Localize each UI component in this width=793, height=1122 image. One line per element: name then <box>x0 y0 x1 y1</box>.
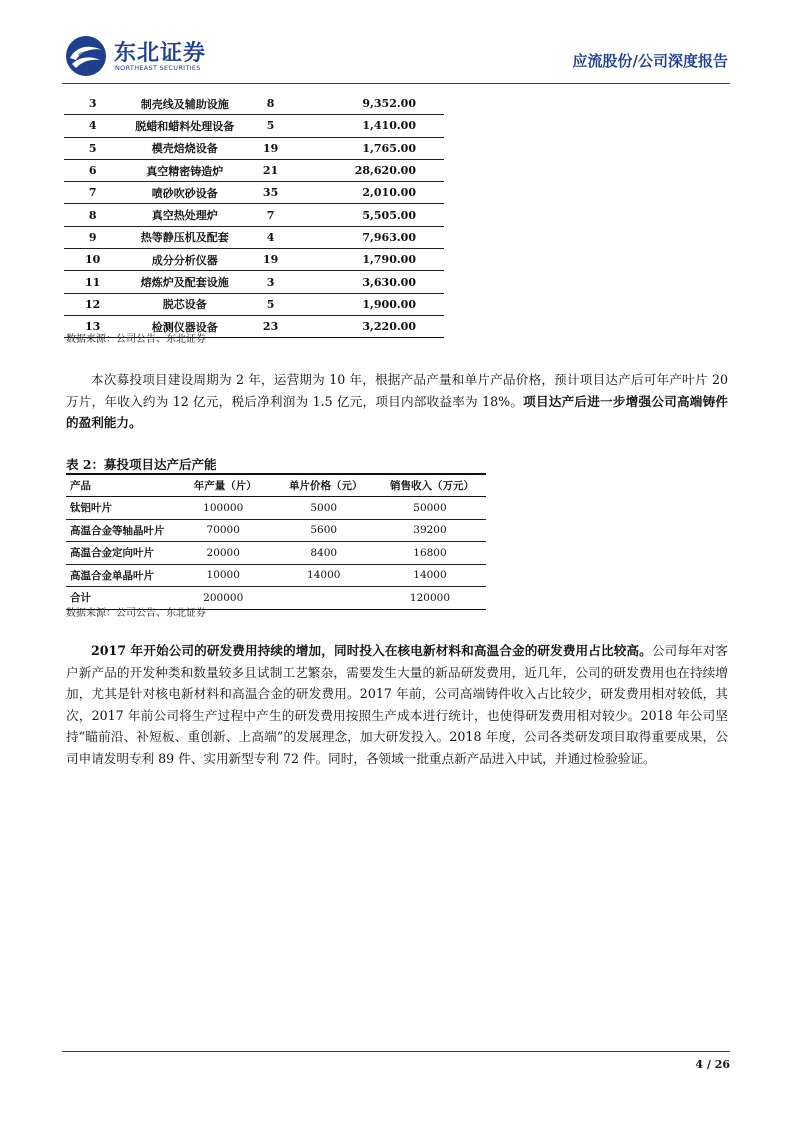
paragraph-highlight: 项目达产后进一步增强公司高端铸件的盈利能力。 <box>66 393 729 431</box>
equipment-quantity: 23 <box>248 315 293 337</box>
table-row <box>66 519 486 542</box>
table-row <box>66 564 486 587</box>
equipment-number: 6 <box>64 159 121 181</box>
equipment-quantity: 21 <box>248 159 293 181</box>
annual-output: 20000 <box>173 542 274 565</box>
northeast-securities-logo-icon <box>64 34 108 78</box>
paragraph-highlight: 2017 年开始公司的研发费用持续的增加，同时投入在核电新材料和高温合金的研发费用占比较高。 <box>91 643 652 658</box>
equipment-quantity: 5 <box>248 293 293 315</box>
equipment-table <box>64 93 444 338</box>
unit-price: 5600 <box>274 519 374 542</box>
table-row <box>64 249 444 271</box>
equipment-number: 8 <box>64 204 121 226</box>
equipment-quantity: 19 <box>248 137 293 159</box>
equipment-amount: 1,790.00 <box>293 249 444 271</box>
product-name: 高温合金定向叶片 <box>66 542 173 565</box>
paragraph-text: 本次募投项目建设周期为 2 年，运营期为 10 年，根据产品产量和单片产品价格，预计项目达产后可年产叶片 20 万片，年收入约为 12 亿元，税后净利润为 1.5 亿元，项目内部收益率为 18%。 <box>66 372 728 409</box>
equipment-name: 检测仪器设备 <box>121 315 248 337</box>
equipment-quantity: 3 <box>248 271 293 293</box>
equipment-number: 3 <box>64 93 121 115</box>
column-header-revenue: 销售收入（万元） <box>374 474 486 497</box>
equipment-name: 热等静压机及配套 <box>121 226 248 248</box>
sales-revenue: 39200 <box>374 519 486 542</box>
equipment-table-source: 数据来源：公司公告、东北证券 <box>66 334 206 345</box>
table-row <box>64 93 444 115</box>
equipment-quantity: 19 <box>248 249 293 271</box>
equipment-number: 13 <box>64 315 121 337</box>
column-header-output: 年产量（片） <box>173 474 274 497</box>
table-row <box>64 204 444 226</box>
equipment-amount: 9,352.00 <box>293 93 444 115</box>
equipment-number: 11 <box>64 271 121 293</box>
equipment-name: 真空热处理炉 <box>121 204 248 226</box>
equipment-amount: 3,220.00 <box>293 315 444 337</box>
equipment-quantity: 7 <box>248 204 293 226</box>
sales-revenue: 50000 <box>374 497 486 520</box>
equipment-quantity: 8 <box>248 93 293 115</box>
unit-price: 5000 <box>274 497 374 520</box>
equipment-name: 熔炼炉及配套设施 <box>121 271 248 293</box>
sales-revenue: 120000 <box>374 587 486 610</box>
table-row <box>66 542 486 565</box>
equipment-quantity: 4 <box>248 226 293 248</box>
table-row <box>64 159 444 181</box>
equipment-name: 脱芯设备 <box>121 293 248 315</box>
equipment-amount: 3,630.00 <box>293 271 444 293</box>
equipment-quantity: 35 <box>248 182 293 204</box>
equipment-name: 真空精密铸造炉 <box>121 159 248 181</box>
product-name: 合计 <box>66 587 173 610</box>
header-divider <box>62 83 730 84</box>
equipment-amount: 2,010.00 <box>293 182 444 204</box>
sales-revenue: 16800 <box>374 542 486 565</box>
product-name: 高温合金等轴晶叶片 <box>66 519 173 542</box>
table-row <box>64 137 444 159</box>
equipment-number: 4 <box>64 115 121 137</box>
equipment-amount: 5,505.00 <box>293 204 444 226</box>
equipment-number: 9 <box>64 226 121 248</box>
capacity-table <box>66 473 486 610</box>
page-number: 4 / 26 <box>695 1058 730 1071</box>
equipment-number: 12 <box>64 293 121 315</box>
table-row <box>64 115 444 137</box>
equipment-name: 喷砂吹砂设备 <box>121 182 248 204</box>
table-row <box>64 182 444 204</box>
capacity-table-source: 数据来源：公司公告、东北证券 <box>66 608 206 619</box>
product-name: 高温合金单晶叶片 <box>66 564 173 587</box>
sales-revenue: 14000 <box>374 564 486 587</box>
annual-output: 70000 <box>173 519 274 542</box>
equipment-amount: 1,410.00 <box>293 115 444 137</box>
equipment-amount: 1,765.00 <box>293 137 444 159</box>
column-header-price: 单片价格（元） <box>274 474 374 497</box>
equipment-name: 制壳线及辅助设施 <box>121 93 248 115</box>
equipment-number: 5 <box>64 137 121 159</box>
table-header-row <box>66 474 486 497</box>
column-header-product: 产品 <box>66 474 173 497</box>
footer-divider <box>62 1051 730 1052</box>
equipment-amount: 7,963.00 <box>293 226 444 248</box>
equipment-name: 脱蜡和蜡料处理设备 <box>121 115 248 137</box>
page-header <box>62 32 730 82</box>
unit-price: 14000 <box>274 564 374 587</box>
brand-name-english: NORTHEAST SECURITIES <box>115 64 201 72</box>
equipment-quantity: 5 <box>248 115 293 137</box>
brand-name: 东北证券 <box>114 41 207 66</box>
table-row <box>64 226 444 248</box>
table-row <box>66 497 486 520</box>
paragraph-project-overview <box>66 369 728 434</box>
unit-price: 8400 <box>274 542 374 565</box>
paragraph-rnd-expense <box>66 640 728 770</box>
equipment-amount: 28,620.00 <box>293 159 444 181</box>
annual-output: 10000 <box>173 564 274 587</box>
annual-output: 100000 <box>173 497 274 520</box>
equipment-number: 7 <box>64 182 121 204</box>
equipment-name: 成分分析仪器 <box>121 249 248 271</box>
equipment-name: 模壳焙烧设备 <box>121 137 248 159</box>
unit-price <box>274 587 374 610</box>
annual-output: 200000 <box>173 587 274 610</box>
table-row <box>64 293 444 315</box>
table-row <box>64 271 444 293</box>
table2-caption: 表 2：募投项目达产后产能 <box>66 457 217 472</box>
product-name: 钛铝叶片 <box>66 497 173 520</box>
equipment-number: 10 <box>64 249 121 271</box>
equipment-amount: 1,900.00 <box>293 293 444 315</box>
paragraph-text: 公司每年对客户新产品的开发种类和数量较多且试制工艺繁杂，需要发生大量的新品研发费用，近几年，公司的研发费用也在持续增加，尤其是针对核电新材料和高温合金的研发费用。2017 年前，公司高端铸件收入占比较少，研发费用相对较低，其次，2017 年前公司将生产过程中产生的研发费用按照生产成本进行统计，也使得研发费用相对较少。2018 年公司坚持“瞄前沿、补短板、重创新、上高端”的发展理念，加大研发投入。2018 年度，公司各类研发项目取得重要成果，公司申请发明专利 89 件、实用新型专利 72 件。同时，各领域一批重点新产品进入中试，并通过检验验证。 <box>66 643 729 766</box>
report-title: 应流股份/公司深度报告 <box>572 52 728 70</box>
